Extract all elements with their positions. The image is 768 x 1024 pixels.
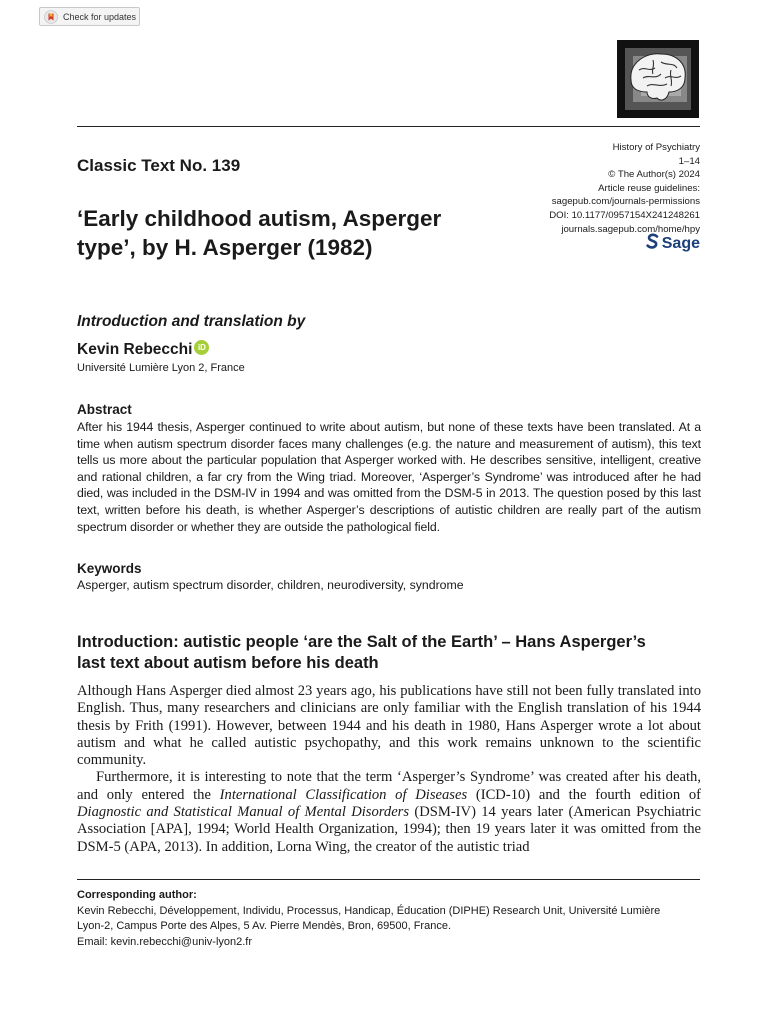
paragraph-2-part-a: Furthermore, it is interesting to note that the term ‘Asperger’s Syndrome’ was created after his death, and only entered the: [77, 769, 701, 803]
publisher-name: Sage: [661, 235, 700, 252]
article-title: [77, 204, 507, 262]
orcid-icon[interactable]: iD: [194, 340, 209, 355]
copyright: © The Author(s) 2024: [608, 169, 700, 181]
icd-title: International Classification of Diseases: [219, 786, 468, 803]
paragraph-2: [77, 769, 701, 855]
publisher-logo: [646, 233, 700, 255]
corr-email[interactable]: Email: kevin.rebecchi@univ-lyon2.fr: [77, 935, 253, 948]
author-line: [77, 341, 209, 359]
reuse-link[interactable]: sagepub.com/journals-permissions: [551, 196, 700, 208]
footer-divider: [77, 879, 700, 880]
header-divider: [77, 126, 700, 127]
corresponding-author-details: [77, 904, 707, 950]
introduction-heading: Introduction: autistic people ‘are the Salt of the Earth’ – Hans Asperger’s last text about autism before his death: [77, 633, 646, 672]
keywords-text: Asperger, autism spectrum disorder, children, neurodiversity, syndrome: [77, 578, 464, 592]
journal-home-link[interactable]: journals.sagepub.com/home/hpy: [561, 223, 700, 235]
author-affiliation: Université Lumière Lyon 2, France: [77, 362, 245, 374]
corresponding-author-heading: Corresponding author:: [77, 889, 197, 901]
corr-address-line-1: Kevin Rebecchi, Développement, Individu, Processus, Handicap, Éducation (DIPHE) Research Unit, Université Lumière: [77, 905, 661, 917]
abstract-heading: Abstract: [77, 402, 132, 417]
check-for-updates-button[interactable]: [39, 7, 140, 26]
corr-address-line-2: Lyon-2, Campus Porte des Alpes, 5 Av. Pierre Mendès, Bron, 69500, France.: [77, 920, 451, 933]
paragraph-2-part-b: (ICD-10) and the fourth edition of: [467, 786, 701, 803]
introduction-body: [77, 683, 701, 856]
reuse-label: Article reuse guidelines:: [598, 182, 700, 194]
journal-name: History of Psychiatry: [612, 142, 700, 153]
paragraph-1: Although Hans Asperger died almost 23 years ago, his publications have still not been fully translated into English. Thus, many researchers and clinicians are only familiar with the English translation of his 1944 thesis by Frith (1991). However, between 1944 and his death in 1980, Hans Asperger wrote a lot about autism and what he called autistic psychopathy, and this work remains unknown to the scientific community.: [77, 683, 701, 769]
check-for-updates-label: Check for updates: [63, 11, 137, 22]
series-label: Classic Text No. 139: [77, 156, 241, 175]
check-updates-icon: [44, 10, 58, 24]
keywords-heading: Keywords: [77, 561, 142, 576]
author-name[interactable]: Kevin Rebecchi: [77, 341, 193, 358]
title-line-2: type’, by H. Asperger (1982): [77, 235, 373, 260]
page-range: 1–14: [678, 155, 700, 167]
title-line-1: ‘Early childhood autism, Asperger: [77, 206, 442, 231]
doi-link[interactable]: DOI: 10.1177/0957154X241248261: [549, 209, 700, 221]
paragraph-2-part-c: (DSM-IV) 14 years later (American Psychiatric Association [APA], 1994; World Health Organization, 1994); then 19 years later it was omitted from the DSM-5 (APA, 2013). In addition, Lorna Wing, the creator of the autistic triad: [77, 804, 701, 855]
abstract-text: After his 1944 thesis, Asperger continued to write about autism, but none of these texts have been translated. At a time when autism spectrum disorder faces many challenges (e.g. the nature and measurement of autism), this text tells us more about the particular population that Asperger worked with. He describes sensitive, intelligent, creative and rational children, a far cry from the Wing triad. Moreover, ‘Asperger’s Syndrome’ was introduced after he had died, was included in the DSM-IV in 1994 and was omitted from the DSM-5 in 2013. The question posed by this last text, written before his death, is whether Asperger’s descriptions of autistic children are really part of the autism spectrum disorder or whether they are outside the pathological field.: [77, 420, 701, 534]
journal-logo: [617, 40, 699, 118]
dsm-title: Diagnostic and Statistical Manual of Mental Disorders: [77, 804, 410, 821]
sage-icon: [646, 233, 659, 255]
intro-byline: Introduction and translation by: [77, 313, 306, 330]
